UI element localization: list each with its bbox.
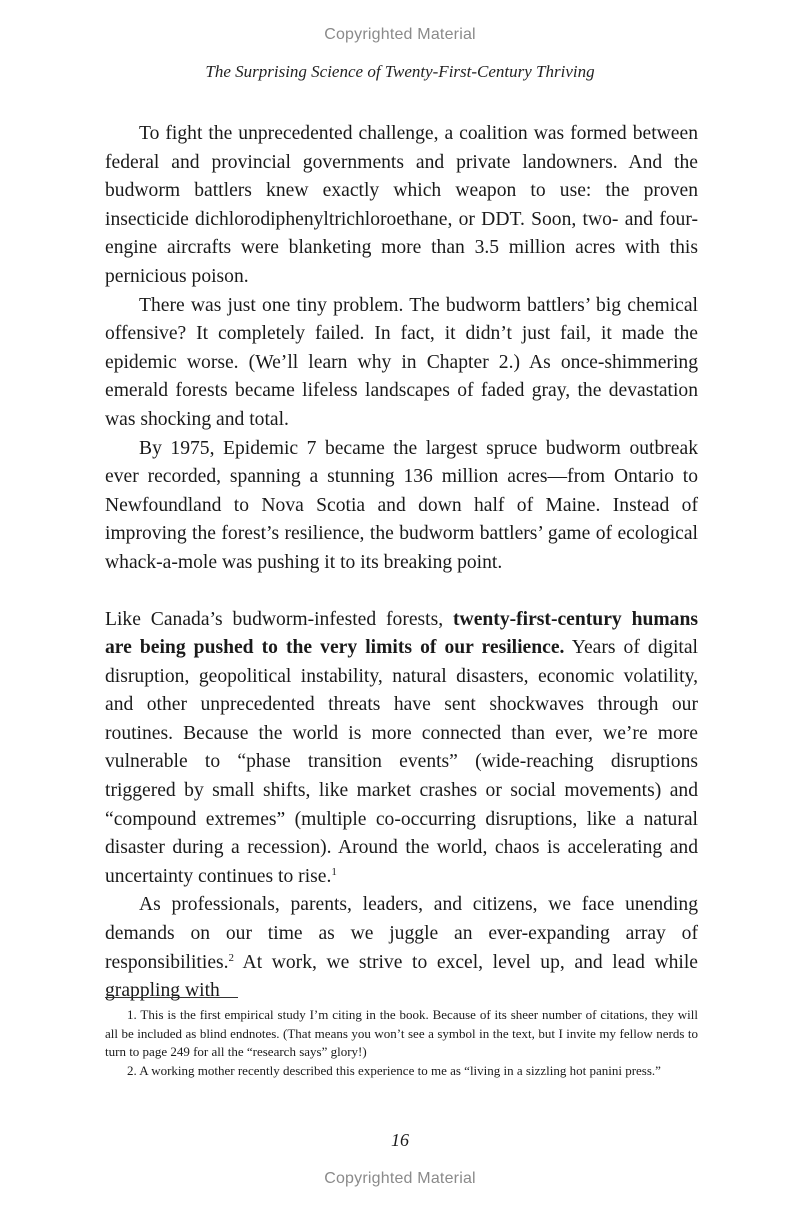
paragraph-4-rest: Years of digital disruption, geopolitical instability, natural disasters, economic volatility, and other unprecedented threats have sent shockwaves through our routines. Because the world is more connected than ever, we’re more vulnerable to “phase transition events” (wide-reaching disruptions triggered by small shifts, like market crashes or social movements) and “compound extremes” (multiple co-occurring disruptions, like a natural disaster during a recession). Around the world, chaos is accelerating and uncertainty continues to rise. (105, 637, 698, 887)
paragraph-3: By 1975, Epidemic 7 became the largest spruce budworm outbreak ever recorded, spanning a stunning 136 million acres—from Ontario to Newfoundland to Nova Scotia and down half of Maine. Instead of improving the forest’s resilience, the budworm battlers’ game of ecological whack-a-mole was pushing it to its breaking point. (105, 437, 698, 573)
paragraph-4-emphasis: twenty-first-century humans are being pushed to the very limits of our resilience. (105, 608, 699, 659)
footnote-ref-1: 1 (331, 865, 337, 878)
running-head: The Surprising Science of Twenty-First-Century Thriving (205, 62, 595, 81)
footnotes (105, 1006, 698, 1080)
footnote-rule (105, 997, 238, 998)
paragraph-4-lead: Like Canada’s budworm-infested forests, (105, 608, 454, 630)
footnote-2: 2. A working mother recently described this experience to me as “living in a sizzling hot panini press.” (127, 1062, 661, 1078)
footnote-ref-2: 2 (228, 951, 235, 964)
section-break (105, 578, 698, 606)
paragraph-4 (105, 606, 698, 892)
paragraph-5-rest: At work, we strive to excel, level up, and lead while grappling with (105, 951, 698, 1002)
page-number: 16 (391, 1130, 409, 1150)
body-text (105, 120, 698, 1006)
paragraph-5 (105, 891, 698, 1005)
paragraph-2: There was just one tiny problem. The budworm battlers’ big chemical offensive? It completely failed. In fact, it didn’t just fail, it made the epidemic worse. (We’ll learn why in Chapter 2.) As once-shimmering emerald forests became lifeless landscapes of faded gray, the devastation was shocking and total. (105, 294, 698, 430)
footnote-1: 1. This is the first empirical study I’m citing in the book. Because of its sheer number of citations, they will all be included as blind endnotes. (That means you won’t see a symbol in the text, but I invite my fellow nerds to turn to page 249 for all the “research says” glory!) (105, 1007, 698, 1059)
copyright-watermark-bottom: Copyrighted Material (324, 1170, 476, 1187)
paragraph-5-lead: As professionals, parents, leaders, and citizens, we face unending demands on our time as we juggle an ever-expanding array of responsibilities. (105, 894, 698, 973)
copyright-watermark-top: Copyrighted Material (324, 26, 476, 43)
paragraph-1: To fight the unprecedented challenge, a coalition was formed between federal and provincial governments and private landowners. And the budworm battlers knew exactly which weapon to use: the proven insecticide dichlorodiphenyltrichloroethane, or DDT. Soon, two- and four-engine aircrafts were blanketing more than 3.5 million acres with this pernicious poison. (105, 123, 698, 287)
